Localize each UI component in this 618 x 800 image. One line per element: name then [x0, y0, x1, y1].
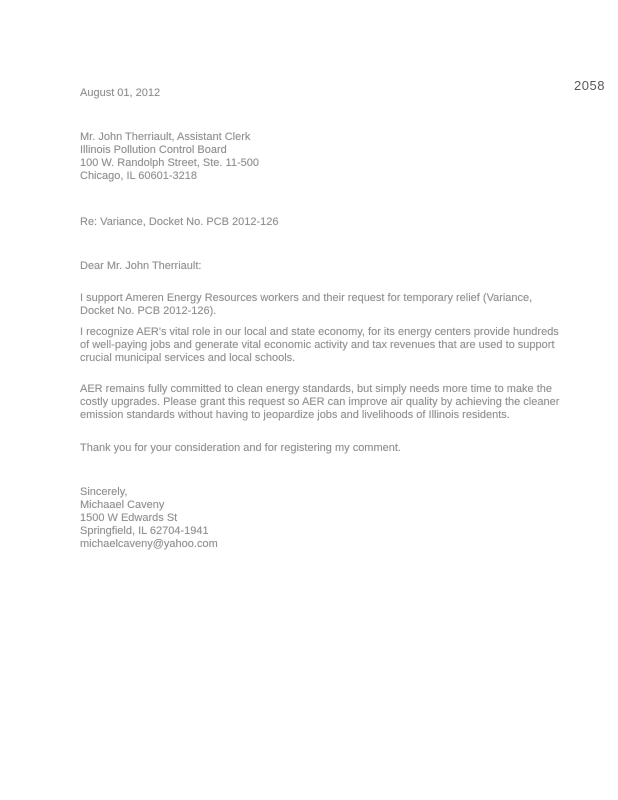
closing-salutation: Sincerely, [80, 486, 128, 498]
body-paragraph-2: I recognize AER's vital role in our local and state economy, for its energy centers provide hundreds of well-paying jobs and generate vital economic activity and tax revenues that are used to support crucial municipal services and local schools. [80, 326, 559, 364]
recipient-name: Mr. John Therriault, Assistant Clerk [80, 131, 251, 143]
body-paragraph-1: I support Ameren Energy Resources workers and their request for temporary relief (Variance, Docket No. PCB 2012-126). [80, 292, 533, 317]
sender-city-state-zip: Springfield, IL 62704-1941 [80, 525, 209, 537]
sender-email: michaelcaveny@yahoo.com [80, 538, 218, 550]
recipient-address-block [80, 131, 564, 183]
recipient-organization: Illinois Pollution Control Board [80, 144, 227, 156]
signature-block [80, 486, 564, 551]
recipient-city-state-zip: Chicago, IL 60601-3218 [80, 170, 198, 182]
subject-line: Re: Variance, Docket No. PCB 2012-126 [80, 216, 279, 228]
page-number-stamp: 2058 [574, 78, 605, 93]
sender-name: Michaael Caveny [80, 499, 165, 511]
closing-thanks: Thank you for your consideration and for registering my comment. [80, 442, 401, 454]
recipient-street: 100 W. Randolph Street, Ste. 11-500 [80, 157, 259, 169]
sender-street: 1500 W Edwards St [80, 512, 178, 524]
letter-date: August 01, 2012 [80, 87, 161, 99]
salutation: Dear Mr. John Therriault: [80, 260, 202, 272]
letter-body [80, 87, 564, 551]
body-paragraph-3: AER remains fully committed to clean energy standards, but simply needs more time to make the costly upgrades. Please grant this request so AER can improve air quality by achieving the cleaner emission standards without having to jeopardize jobs and livelihoods of Illinois residents. [80, 383, 560, 421]
